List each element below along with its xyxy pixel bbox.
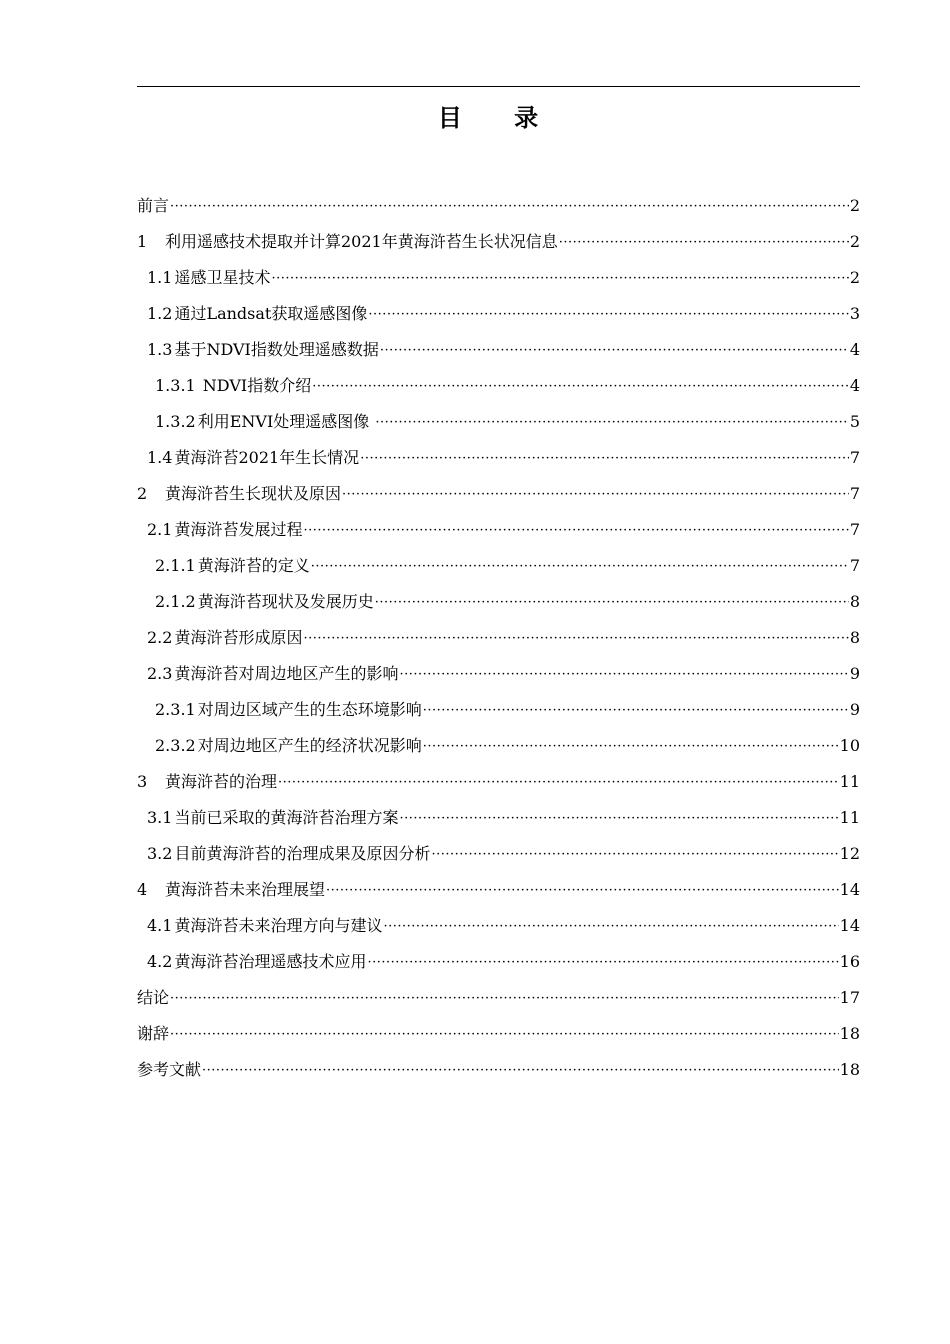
toc-entry[interactable] — [137, 944, 860, 980]
toc-dot-leader — [170, 196, 849, 216]
toc-page-number: 9 — [849, 700, 860, 719]
toc-entry-label — [155, 700, 422, 720]
toc-entry-number: 2.2 — [147, 628, 173, 647]
toc-entry[interactable] — [137, 512, 860, 548]
toc-entry-label — [137, 484, 341, 504]
toc-entry-label — [155, 592, 374, 612]
toc-entry-number: 1.3 — [147, 340, 173, 359]
toc-dot-leader — [380, 340, 849, 360]
toc-entry[interactable] — [137, 1016, 860, 1052]
toc-entry-label — [155, 376, 311, 396]
toc-entry-text: 黄海浒苔的治理 — [165, 772, 278, 791]
toc-entry-text: 当前已采取的黄海浒苔治理方案 — [174, 808, 399, 827]
toc-entry-text: 参考文献 — [137, 1060, 202, 1079]
toc-page-number: 14 — [839, 916, 860, 935]
toc-entry-text: 黄海浒苔形成原因 — [174, 628, 303, 647]
toc-dot-leader — [311, 556, 849, 576]
toc-page-number: 7 — [849, 520, 860, 539]
toc-entry-number: 2.3 — [147, 664, 173, 683]
page-title: 目 录 — [437, 104, 561, 132]
toc-entry-text: 黄海浒苔未来治理方向与建议 — [174, 916, 383, 935]
toc-dot-leader — [423, 700, 849, 720]
toc-page-number: 7 — [849, 556, 860, 575]
toc-entry-label — [147, 808, 398, 828]
toc-dot-leader — [326, 880, 839, 900]
toc-entry-text: 黄海浒苔对周边地区产生的影响 — [174, 664, 399, 683]
toc-entry-label — [147, 844, 430, 864]
toc-entry-number: 1.3.2 — [155, 412, 196, 431]
toc-entry-text: 利用遥感技术提取并计算2021年黄海浒苔生长状况信息 — [165, 232, 558, 251]
toc-dot-leader — [271, 268, 848, 288]
toc-entry[interactable] — [137, 620, 860, 656]
toc-dot-leader — [375, 592, 849, 612]
toc-entry[interactable] — [137, 908, 860, 944]
toc-entry-text: 黄海浒苔生长现状及原因 — [165, 484, 342, 503]
toc-page-number: 7 — [849, 448, 860, 467]
toc-entry-text: 遥感卫星技术 — [174, 268, 271, 287]
toc-dot-leader — [303, 628, 848, 648]
toc-dot-leader — [399, 808, 838, 828]
toc-entry[interactable] — [137, 404, 860, 440]
table-of-contents — [137, 188, 860, 1088]
toc-entry[interactable] — [137, 728, 860, 764]
toc-dot-leader — [375, 412, 848, 432]
toc-entry-number: 4.1 — [147, 916, 173, 935]
toc-entry-label — [137, 1024, 169, 1044]
toc-entry-label — [155, 736, 422, 756]
toc-entry-number: 2.1 — [147, 520, 173, 539]
toc-entry-label — [147, 268, 270, 288]
toc-entry-text: 谢辞 — [137, 1024, 170, 1043]
toc-entry-number: 4 — [137, 880, 148, 899]
toc-page-number: 11 — [839, 808, 860, 827]
toc-entry[interactable] — [137, 260, 860, 296]
toc-entry[interactable] — [137, 368, 860, 404]
toc-page-number: 18 — [839, 1060, 860, 1079]
toc-dot-leader — [383, 916, 838, 936]
toc-entry-label — [147, 916, 382, 936]
toc-entry[interactable] — [137, 584, 860, 620]
toc-page-number: 4 — [849, 376, 860, 395]
toc-dot-leader — [278, 772, 839, 792]
toc-entry-label — [155, 556, 310, 576]
toc-page-number: 5 — [849, 412, 860, 431]
toc-entry-label — [137, 988, 169, 1008]
toc-entry-number: 2.1.2 — [155, 592, 196, 611]
toc-entry-text: 黄海浒苔的定义 — [197, 556, 310, 575]
toc-page-number: 17 — [839, 988, 860, 1007]
toc-entry[interactable] — [137, 692, 860, 728]
toc-entry-text: 对周边区域产生的生态环境影响 — [197, 700, 422, 719]
toc-page-number: 3 — [849, 304, 860, 323]
toc-entry-number: 2.3.1 — [155, 700, 196, 719]
toc-entry[interactable] — [137, 296, 860, 332]
toc-entry-text: 黄海浒苔治理遥感技术应用 — [174, 952, 367, 971]
toc-entry[interactable] — [137, 1052, 860, 1088]
toc-entry-number: 1.4 — [147, 448, 173, 467]
toc-page-number: 8 — [849, 628, 860, 647]
toc-entry-text: 对周边地区产生的经济状况影响 — [197, 736, 422, 755]
toc-entry[interactable] — [137, 440, 860, 476]
toc-dot-leader — [312, 376, 849, 396]
toc-entry[interactable] — [137, 476, 860, 512]
toc-dot-leader — [170, 988, 839, 1008]
toc-entry-label — [147, 952, 366, 972]
toc-dot-leader — [368, 304, 848, 324]
toc-entry[interactable] — [137, 800, 860, 836]
toc-dot-leader — [559, 232, 849, 252]
toc-entry-label — [147, 628, 302, 648]
toc-page-number: 9 — [849, 664, 860, 683]
toc-dot-leader — [303, 520, 848, 540]
toc-entry-text: 黄海浒苔2021年生长情况 — [174, 448, 360, 467]
toc-entry-text: 黄海浒苔现状及发展历史 — [197, 592, 374, 611]
toc-entry[interactable] — [137, 332, 860, 368]
toc-page-number: 7 — [849, 484, 860, 503]
toc-page-number: 8 — [849, 592, 860, 611]
toc-page-number: 12 — [839, 844, 860, 863]
toc-entry-label — [137, 772, 277, 792]
toc-entry[interactable] — [137, 872, 860, 908]
toc-entry-number: 1 — [137, 232, 148, 251]
toc-entry-label — [147, 448, 359, 468]
toc-entry-text: 基于NDVI指数处理遥感数据 — [174, 340, 379, 359]
toc-dot-leader — [360, 448, 849, 468]
toc-entry-number: 2.3.2 — [155, 736, 196, 755]
toc-entry[interactable] — [137, 656, 860, 692]
toc-entry-number: 3.2 — [147, 844, 173, 863]
toc-entry[interactable] — [137, 224, 860, 260]
toc-entry-label — [147, 520, 302, 540]
toc-dot-leader — [367, 952, 838, 972]
toc-entry-text: 目前黄海浒苔的治理成果及原因分析 — [174, 844, 431, 863]
toc-entry-label — [137, 880, 325, 900]
toc-entry-number: 1.3.1 — [155, 376, 196, 395]
toc-dot-leader — [202, 1060, 839, 1080]
toc-dot-leader — [170, 1024, 839, 1044]
toc-entry-text: 结论 — [137, 988, 170, 1007]
toc-entry-label — [147, 304, 367, 324]
toc-entry-text: NDVI指数介绍 — [197, 376, 312, 395]
toc-dot-leader — [423, 736, 839, 756]
toc-page-number: 4 — [849, 340, 860, 359]
toc-entry-label — [147, 340, 379, 360]
toc-entry-text: 黄海浒苔未来治理展望 — [165, 880, 326, 899]
toc-entry-number: 1.2 — [147, 304, 173, 323]
toc-entry[interactable] — [137, 188, 860, 224]
toc-entry-number: 3 — [137, 772, 148, 791]
toc-entry-label — [137, 1060, 201, 1080]
toc-entry-number: 2 — [137, 484, 148, 503]
toc-entry-text: 黄海浒苔发展过程 — [174, 520, 303, 539]
toc-entry-label — [137, 196, 169, 216]
toc-entry-label — [155, 412, 374, 432]
toc-entry-text: 通过Landsat获取遥感图像 — [174, 304, 368, 323]
toc-page-number: 10 — [839, 736, 860, 755]
toc-page-number: 16 — [839, 952, 860, 971]
toc-entry-number: 1.1 — [147, 268, 173, 287]
toc-entry-text: 利用ENVI处理遥感图像 — [197, 412, 375, 431]
toc-page-number: 2 — [849, 196, 860, 215]
toc-entry-text: 前言 — [137, 196, 170, 215]
toc-entry-label — [147, 664, 398, 684]
toc-page-number: 2 — [849, 232, 860, 251]
toc-entry-number: 2.1.1 — [155, 556, 196, 575]
toc-entry-number: 4.2 — [147, 952, 173, 971]
toc-entry-number: 3.1 — [147, 808, 173, 827]
toc-entry[interactable] — [137, 764, 860, 800]
toc-entry-label — [137, 232, 558, 252]
header-rule — [137, 86, 860, 87]
toc-dot-leader — [399, 664, 848, 684]
toc-dot-leader — [431, 844, 838, 864]
toc-page-number: 2 — [849, 268, 860, 287]
toc-page-number: 14 — [839, 880, 860, 899]
toc-page-number: 18 — [839, 1024, 860, 1043]
toc-entry[interactable] — [137, 836, 860, 872]
toc-page-number: 11 — [839, 772, 860, 791]
toc-entry[interactable] — [137, 980, 860, 1016]
toc-dot-leader — [342, 484, 849, 504]
toc-entry[interactable] — [137, 548, 860, 584]
